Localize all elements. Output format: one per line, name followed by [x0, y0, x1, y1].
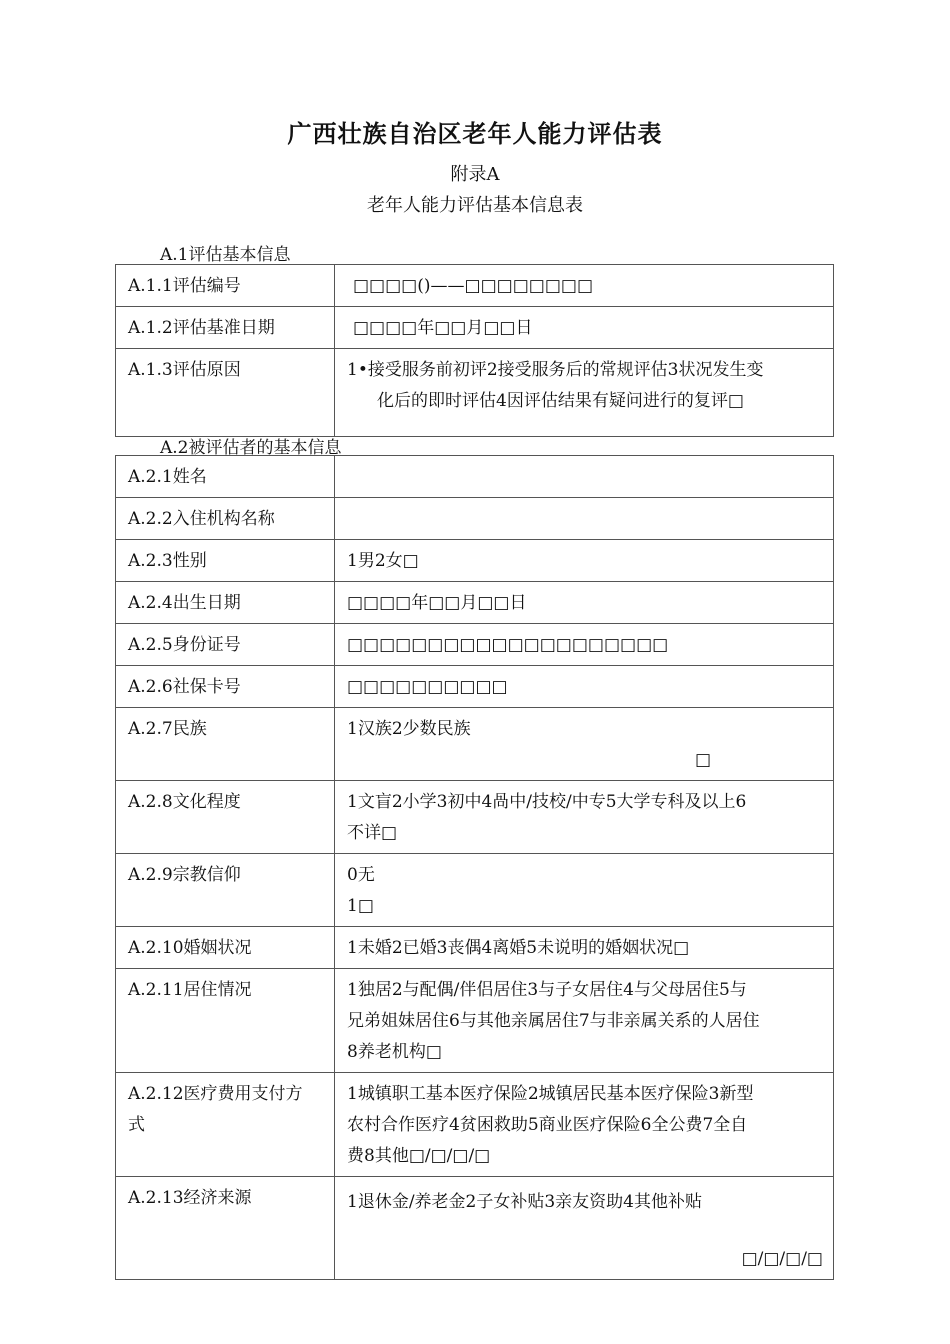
form-subtitle: 老年人能力评估基本信息表 [367, 195, 583, 216]
gender-field[interactable]: 1男2女□ [335, 540, 834, 582]
checkbox: □ [694, 750, 711, 770]
education-field[interactable]: 1文盲2小学3初中4咼中/技校/中专5大学专科及以上6 不详□ [335, 781, 834, 854]
table-row [116, 1177, 834, 1280]
table-row [116, 927, 834, 969]
row-label: A.2.6社保卡号 [116, 666, 335, 708]
table-row [116, 1073, 834, 1177]
table-row [116, 498, 834, 540]
table-a1 [115, 264, 834, 437]
row-label: A.2.9宗教信仰 [116, 854, 335, 927]
marital-field[interactable]: 1未婚2已婚3丧偶4离婚5未说明的婚姻状况□ [335, 927, 834, 969]
row-label: A.2.11居住情况 [116, 969, 335, 1073]
medical-payment-field[interactable]: 1城镇职工基本医疗保险2城镇居民基本医疗保险3新型 农村合作医疗4贫困救助5商业医疗保险6全公费7全自 费8其他□/□/□/□ [335, 1073, 834, 1177]
form-title: 广西壮族自治区老年人能力评估表 [287, 119, 663, 148]
row-label: A.2.10婚姻状况 [116, 927, 335, 969]
section-a1-heading: A.1评估基本信息 [160, 245, 291, 265]
income-source-field[interactable]: 1退休金/养老金2子女补贴3亲友资助4其他补贴 □/□/□/□ [335, 1177, 834, 1280]
row-label: A.2.8文化程度 [116, 781, 335, 854]
row-label: A.1.3评估原因 [116, 349, 335, 437]
table-row [116, 349, 834, 437]
religion-field[interactable]: 0无 1□ [335, 854, 834, 927]
table-a2 [115, 455, 834, 1280]
checkbox-group: □/□/□/□ [741, 1249, 823, 1269]
table-row [116, 708, 834, 781]
table-row [116, 456, 834, 498]
row-label: A.1.1评估编号 [116, 265, 335, 307]
table-row [116, 582, 834, 624]
row-label: A.2.13经济来源 [116, 1177, 335, 1280]
institution-field[interactable] [335, 498, 834, 540]
section-a2-heading: A.2被评估者的基本信息 [160, 438, 342, 458]
social-card-field[interactable]: □□□□□□□□□□ [335, 666, 834, 708]
row-label: A.2.1姓名 [116, 456, 335, 498]
row-label: A.2.12医疗费用支付方 式 [116, 1073, 335, 1177]
row-label: A.2.3性别 [116, 540, 335, 582]
id-number-field[interactable]: □□□□□□□□□□□□□□□□□□□□ [335, 624, 834, 666]
ethnicity-field[interactable]: 1汉族2少数民族 □ [335, 708, 834, 781]
row-label: A.2.2入住机构名称 [116, 498, 335, 540]
row-value[interactable]: □□□□年□□月□□日 [335, 307, 834, 349]
birthdate-field[interactable]: □□□□年□□月□□日 [335, 582, 834, 624]
table-row [116, 265, 834, 307]
table-row [116, 624, 834, 666]
residence-field[interactable]: 1独居2与配偶/伴侣居住3与子女居住4与父母居住5与 兄弟姐妹居住6与其他亲属居住7与非亲属关系的人居住 8养老机构□ [335, 969, 834, 1073]
row-label: A.2.4出生日期 [116, 582, 335, 624]
row-label: A.1.2评估基准日期 [116, 307, 335, 349]
row-label: A.2.7民族 [116, 708, 335, 781]
table-row [116, 781, 834, 854]
row-value[interactable]: 1•接受服务前初评2接受服务后的常规评估3状况发生变 化后的即时评估4因评估结果有疑问进行的复评□ [335, 349, 834, 437]
table-row [116, 540, 834, 582]
row-value[interactable]: □□□□()——□□□□□□□□ [335, 265, 834, 307]
table-row [116, 666, 834, 708]
table-row [116, 969, 834, 1073]
table-row [116, 307, 834, 349]
table-row [116, 854, 834, 927]
appendix-label: 附录A [450, 164, 500, 185]
name-field[interactable] [335, 456, 834, 498]
row-label: A.2.5身份证号 [116, 624, 335, 666]
